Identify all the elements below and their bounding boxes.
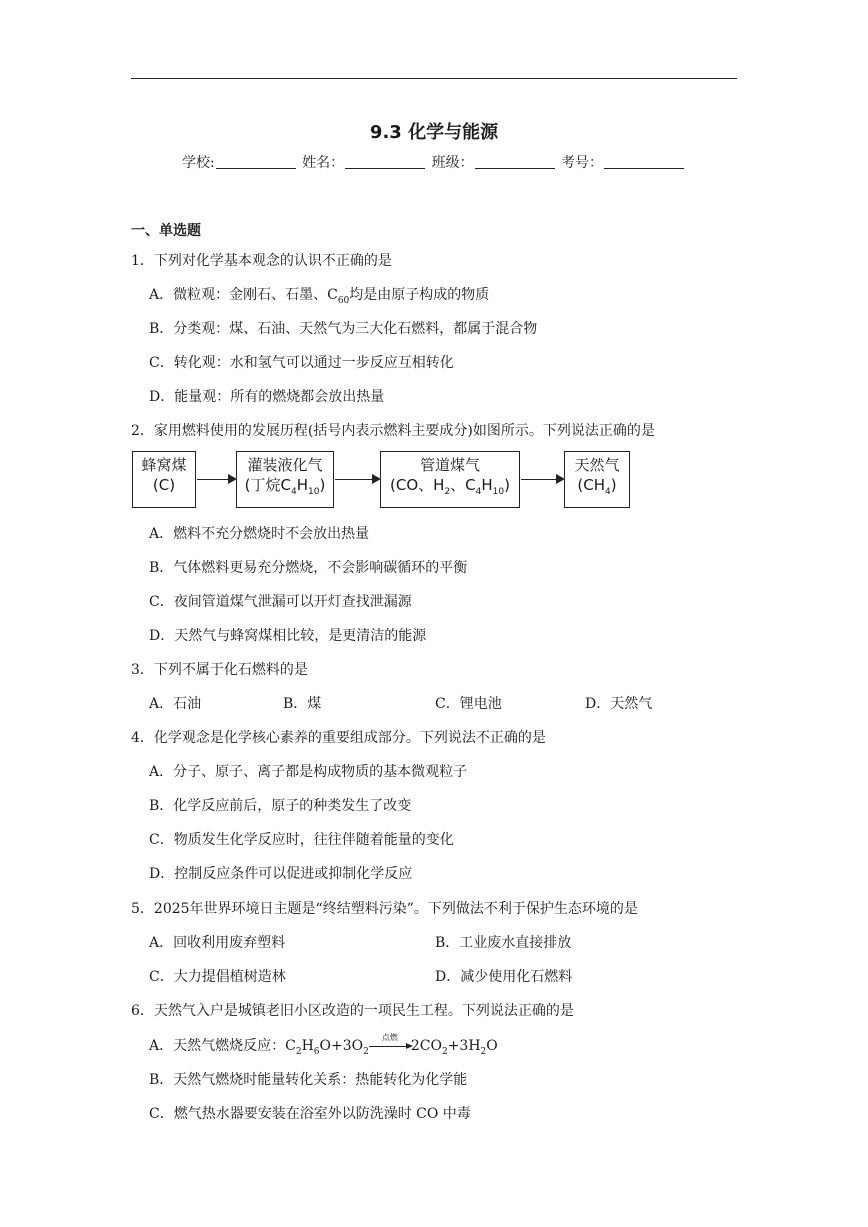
q4-stem: 4．化学观念是化学核心素养的重要组成部分。下列说法不正确的是 (131, 730, 546, 746)
q6-a-sub-4: 2 (441, 1046, 448, 1057)
flow-box3-sub-b: 4 (475, 487, 482, 497)
school-label: 学校: (181, 155, 215, 171)
q4-option-d: D．控制反应条件可以促进或抑制化学反应 (149, 866, 413, 882)
name-blank (345, 168, 425, 169)
q6-a-text-end: O (486, 1038, 498, 1054)
q1-option-d: D．能量观：所有的燃烧都会放出热量 (149, 389, 385, 405)
q1-option-c: C．转化观：水和氢气可以通过一步反应互相转化 (149, 355, 454, 371)
name-field (302, 152, 427, 172)
q6-a-text: A．天然气燃烧反应：C (149, 1038, 296, 1054)
flow-box2-formula-b: H (296, 476, 309, 494)
school-field (182, 152, 298, 172)
flow-box2-formula-c: ) (319, 476, 326, 494)
q6-a-text-5: +3H (447, 1038, 481, 1054)
q6-option-c: C．燃气热水器要安装在浴室外以防洗澡时 CO 中毒 (149, 1106, 471, 1122)
flow-box4-title: 天然气 (574, 456, 620, 474)
flow-box3-formula-d: ) (504, 476, 510, 494)
q3-option-c: C．锂电池 (435, 696, 502, 712)
flow-box-natural-gas (564, 451, 630, 508)
q1-option-b: B．分类观：煤、石油、天然气为三大化石燃料，都属于混合物 (149, 321, 538, 337)
flow-box4-sub-a: 4 (605, 487, 611, 497)
q2-stem: 2．家用燃料使用的发展历程(括号内表示燃料主要成分)如图所示。下列说法正确的是 (131, 423, 655, 439)
flow-box3-formula (381, 475, 519, 495)
q2-option-d: D．天然气与蜂窝煤相比较，是更清洁的能源 (149, 628, 427, 644)
q6-stem: 6．天然气入户是城镇老旧小区改造的一项民生工程。下列说法正确的是 (131, 1003, 574, 1019)
flow-box2-formula-a: (丁烷C (244, 476, 291, 494)
flow-box4-formula (565, 475, 629, 495)
q4-option-c: C．物质发生化学反应时，往往伴随着能量的变化 (149, 832, 454, 848)
q6-a-sub-3: 2 (363, 1046, 369, 1057)
flow-box1-formula: (C) (152, 476, 176, 494)
reaction-arrow (369, 1033, 411, 1051)
q1-a-text: A．微粒观：金刚石、石墨、C (149, 287, 338, 303)
flow-box3-title: 管道煤气 (419, 456, 480, 474)
q3-option-b: B．煤 (283, 696, 322, 712)
flow-box4-formula-b: ) (610, 476, 617, 494)
q6-a-sub-5: 2 (480, 1046, 487, 1057)
flow-box3-sub-a: 2 (444, 487, 451, 497)
q4-option-b: B．化学反应前后，原子的种类发生了改变 (149, 798, 412, 814)
flow-arrow-2 (335, 479, 379, 480)
header-rule (131, 78, 737, 79)
q5-option-d: D．减少使用化石燃料 (435, 969, 573, 985)
q5-stem: 5．2025年世界环境日主题是“终结塑料污染”。下列做法不利于保护生态环境的是 (131, 901, 638, 917)
class-blank (475, 168, 555, 169)
name-label: 姓名： (302, 155, 345, 171)
q1-stem: 1．下列对化学基本观念的认识不正确的是 (131, 253, 392, 269)
flow-box2-title: 灌装液化气 (247, 456, 323, 474)
flow-box4-formula-a: (CH (577, 476, 605, 494)
flow-box3-formula-a: (CO、H (390, 476, 445, 494)
flow-arrow-1 (197, 479, 235, 480)
flow-box3-formula-c: H (481, 476, 493, 494)
q3-option-a: A．石油 (149, 696, 202, 712)
q6-a-text-2: H (301, 1038, 314, 1054)
flow-box-honeycomb-coal (132, 451, 196, 508)
flow-box2-sub-a: 4 (291, 487, 297, 497)
q1-a-sub: 60 (337, 295, 350, 306)
q2-option-b: B．气体燃料更易充分燃烧，不会影响碳循环的平衡 (149, 560, 468, 576)
q4-option-a: A．分子、原子、离子都是构成物质的基本微观粒子 (149, 764, 468, 780)
q5-option-c: C．大力提倡植树造林 (149, 969, 286, 985)
q1-a-text-end: 均是由原子构成的物质 (349, 287, 490, 303)
exam-number-blank (604, 168, 684, 169)
flow-box3-formula-b: 、C (450, 476, 476, 494)
q1-option-a (149, 284, 489, 304)
q5-option-b: B．工业废水直接排放 (435, 935, 572, 951)
flow-arrow-3 (521, 479, 563, 480)
q3-option-d: D．天然气 (585, 696, 653, 712)
exam-number-label: 考号： (561, 155, 604, 171)
student-info-line (0, 152, 868, 172)
exam-number-field (561, 152, 686, 172)
q2-option-a: A．燃料不充分燃烧时不会放出热量 (149, 526, 370, 542)
reaction-arrow-line (369, 1046, 407, 1047)
flow-box-pipeline-gas (380, 451, 520, 508)
q6-option-a (149, 1035, 498, 1055)
reaction-condition: 点燃 (381, 1033, 398, 1042)
q6-a-text-3: O+3O (319, 1038, 364, 1054)
q6-a-sub-2: 6 (313, 1046, 320, 1057)
q6-a-sub-1: 2 (295, 1046, 302, 1057)
page-title: 9.3 化学与能源 (369, 122, 499, 143)
class-field (432, 152, 557, 172)
class-label: 班级： (431, 155, 474, 171)
q6-a-text-4: 2CO (410, 1038, 442, 1054)
q6-option-b: B．天然气燃烧时能量转化关系：热能转化为化学能 (149, 1072, 468, 1088)
flow-box-lpg (236, 451, 334, 508)
flow-box3-sub-c: 10 (492, 487, 505, 497)
q3-stem: 3．下列不属于化石燃料的是 (131, 662, 308, 678)
flow-box2-formula (237, 475, 333, 495)
flow-box1-title: 蜂窝煤 (141, 456, 187, 474)
flow-box2-sub-b: 10 (308, 487, 320, 497)
q5-option-a: A．回收利用废弃塑料 (149, 935, 286, 951)
q2-option-c: C．夜间管道煤气泄漏可以开灯查找泄漏源 (149, 594, 412, 610)
section-title: 一、单选题 (131, 223, 201, 239)
school-blank (216, 168, 296, 169)
